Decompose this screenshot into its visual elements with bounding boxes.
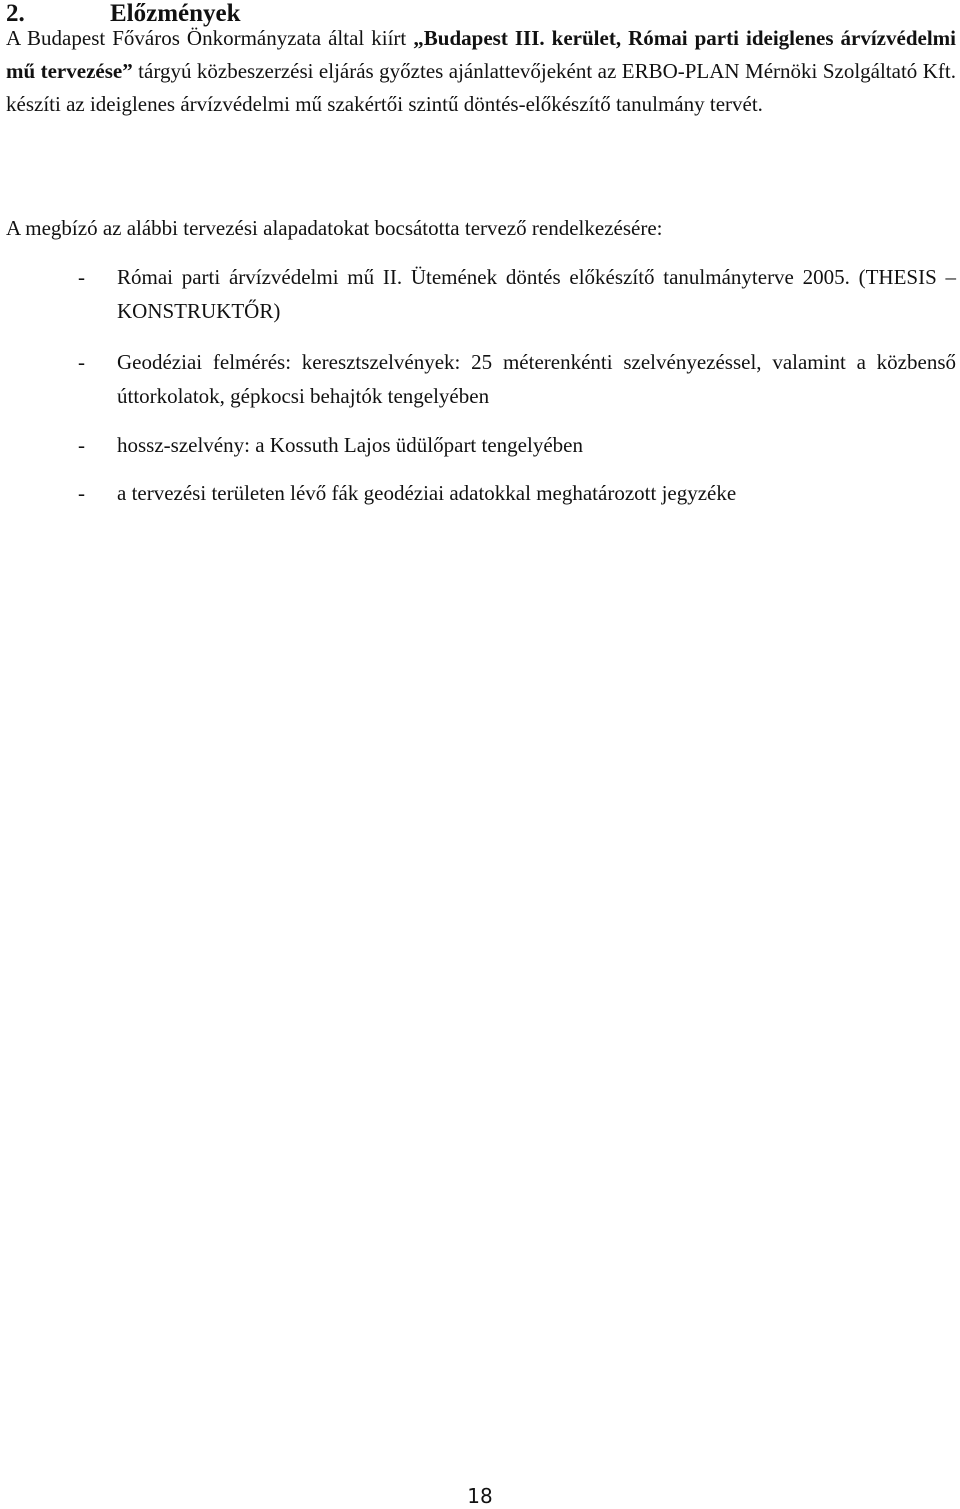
intro-text-start: A Budapest Főváros Önkormányzata által kiírt [6, 26, 414, 50]
intro-project-title: „Budapest III. kerület, Római parti ideiglenes árvízvédelmi mű tervezése” [6, 26, 956, 83]
list-item-text: Geodéziai felmérés: keresztszelvények: 25 méterenkénti szelvényezéssel, valamint a közbenső úttorkolatok, gépkocsi behajtók tengelyében [117, 350, 956, 408]
list-bullet: - [78, 481, 85, 505]
list-bullet: - [78, 433, 85, 457]
list-item [6, 428, 956, 462]
section-number: 2. [6, 0, 25, 27]
lead-paragraph: A megbízó az alábbi tervezési alapadatokat bocsátotta tervező rendelkezésére: [6, 216, 663, 240]
intro-text-end: tárgyú közbeszerzési eljárás győztes ajánlattevőjeként az ERBO-PLAN Mérnöki Szolgáltató Kft. készíti az ideiglenes árvízvédelmi mű szakértői szintű döntés-előkészítő tanulmány tervét. [6, 59, 956, 116]
list-item [6, 476, 956, 510]
intro-paragraph [6, 22, 956, 121]
list-bullet: - [78, 350, 85, 374]
list-item-text: hossz-szelvény: a Kossuth Lajos üdülőpart tengelyében [117, 433, 583, 457]
list-item [6, 345, 956, 413]
list-bullet: - [78, 265, 85, 289]
page-number: 18 [467, 1484, 493, 1508]
list-item [6, 260, 956, 328]
list-item-text: a tervezési területen lévő fák geodéziai adatokkal meghatározott jegyzéke [117, 481, 737, 505]
section-title: Előzmények [110, 0, 241, 27]
list-item-text: Római parti árvízvédelmi mű II. Ütemének döntés előkészítő tanulmányterve 2005. (THESIS – KONSTRUKTŐR) [117, 265, 956, 323]
